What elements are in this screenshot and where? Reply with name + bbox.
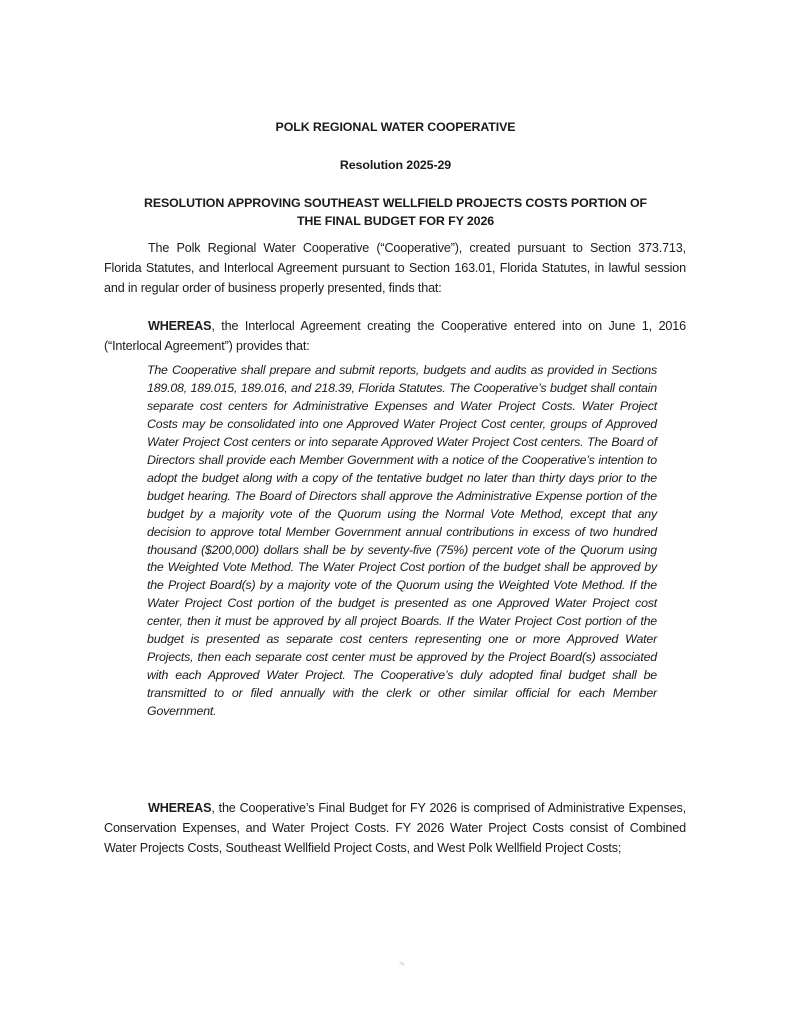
whereas-text: , the Interlocal Agreement creating the Cooperative entered into on June 1, 2016 (“Interlocal Agreement”) provides that:	[104, 319, 686, 353]
whereas-paragraph-interlocal	[104, 316, 686, 356]
whereas-paragraph-budget	[104, 798, 686, 858]
resolution-title-line-1: RESOLUTION APPROVING SOUTHEAST WELLFIELD PROJECTS COSTS PORTION OF	[143, 196, 648, 210]
quoted-provision: The Cooperative shall prepare and submit reports, budgets and audits as provided in Sections 189.08, 189.015, 189.016, and 218.39, Florida Statutes. The Cooperative’s budget shall contain separate cost centers for Administrative Expenses and Water Project Costs. Water Project Costs may be consolidated into one Approved Water Project Cost center, groups of Approved Water Project Cost centers or into separate Approved Water Project Cost centers. The Board of Directors shall provide each Member Government with a notice of the Cooperative’s intention to adopt the budget along with a copy of the tentative budget no later than thirty days prior to the budget hearing. The Board of Directors shall approve the Administrative Expense portion of the budget by a majority vote of the Quorum using the Normal Vote Method, except that any decision to approve total Member Government annual contributions in excess of two hundred thousand ($200,000) dollars shall be by seventy-five (75%) percent vote of the Quorum using the Weighted Vote Method. The Water Project Cost portion of the budget shall be approved by the Project Board(s) by a majority vote of the Quorum using the Weighted Vote Method. If the Water Project Cost portion of the budget is presented as one Approved Water Project cost center, then it must be approved by all project Boards. If the Water Project Cost portion of the budget is presented as separate cost centers representing one or more Approved Water Projects, then each separate cost center must be approved by the Project Board(s) associated with each Approved Water Project. The Cooperative’s duly adopted final budget shall be transmitted to or filed annually with the clerk or other similar official for each Member Government.	[147, 363, 657, 719]
organization-heading: POLK REGIONAL WATER COOPERATIVE	[275, 120, 516, 134]
preamble-text: The Polk Regional Water Cooperative (“Cooperative”), created pursuant to Section 373.713, Florida Statutes, and Interlocal Agreement pursuant to Section 163.01, Florida Statutes, in lawful session and in regular order of business properly presented, finds that:	[104, 241, 686, 295]
whereas-text: , the Cooperative’s Final Budget for FY 2026 is comprised of Administrative Expenses, Conservation Expenses, and Water Project Costs. FY 2026 Water Project Costs consist of Combined Water Projects Costs, Southeast Wellfield Project Costs, and West Polk Wellfield Project Costs;	[104, 801, 686, 855]
resolution-number: Resolution 2025-29	[339, 158, 452, 172]
resolution-title	[0, 194, 791, 230]
resolution-title-line-2: THE FINAL BUDGET FOR FY 2026	[296, 214, 495, 228]
preamble-paragraph	[104, 238, 686, 298]
whereas-label: WHEREAS	[148, 801, 212, 815]
scan-artifact	[399, 961, 406, 967]
whereas-label: WHEREAS	[148, 319, 212, 333]
